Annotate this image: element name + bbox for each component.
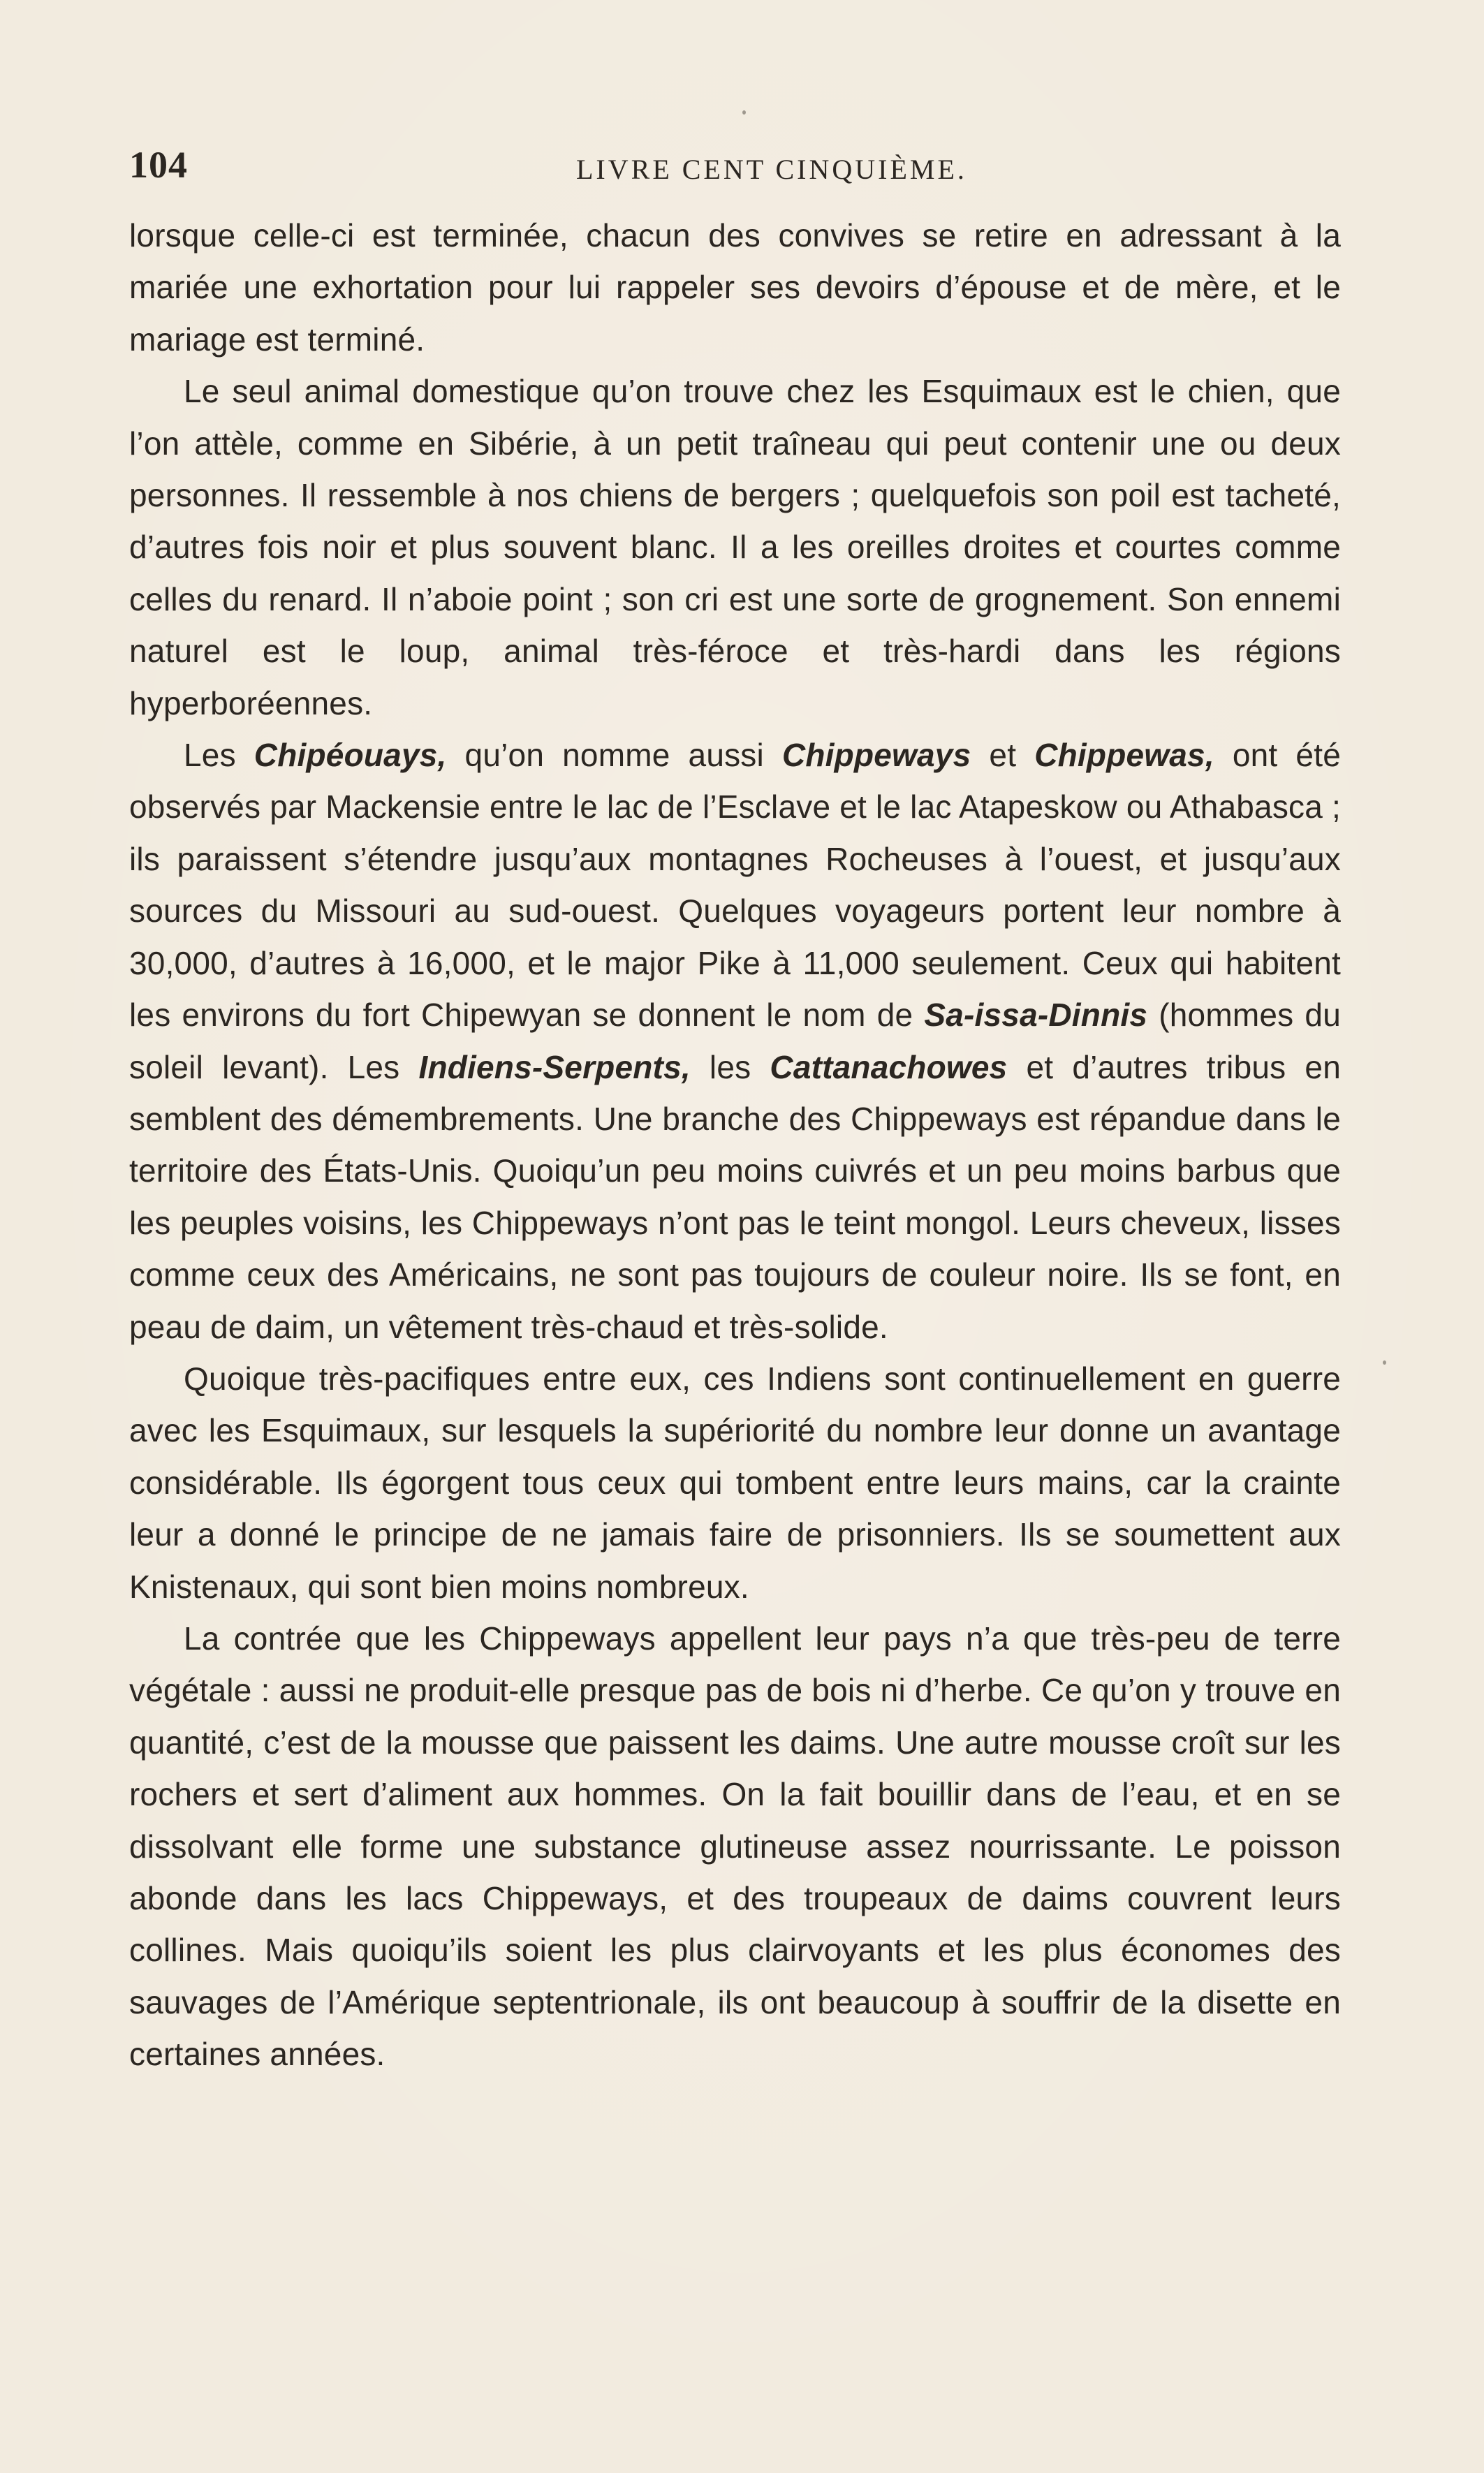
ink-speck bbox=[1383, 1360, 1386, 1365]
text-run: Les bbox=[184, 737, 254, 774]
paragraph bbox=[129, 729, 1341, 1353]
tribe-name: Chipéouays, bbox=[254, 737, 447, 774]
text-run: La contrée que les Chippeways appellent leur pays n’a que très-peu de terre végétale : aussi ne produit-elle presque pas de bois ni d’herbe. Ce qu’on y trouve en quantité, c’est de la mousse que paissent les daims. Une autre mousse croît sur les rochers et sert d’aliment aux hommes. On la fait bouillir dans de l’eau, et en se dissolvant elle forme une substance glutineuse assez nourrissante. Le poisson abonde dans les lacs Chippeways, et des troupeaux de daims couvrent leurs collines. Mais quoiqu’ils soient les plus clairvoyants et les plus économes des sauvages de l’Amérique septentrionale, ils ont beaucoup à souffrir de la disette en certaines années. bbox=[129, 1620, 1341, 2073]
page-number: 104 bbox=[129, 144, 188, 186]
page-header bbox=[129, 143, 1330, 192]
body-text bbox=[129, 210, 1341, 2081]
text-run: ont été observés par Mackensie entre le lac de l’Esclave et le lac Atapeskow ou Athabasca ; ils paraissent s’étendre jusqu’aux montagnes Rocheuses à l’ouest, et jusqu’aux sources du Missouri au sud-ouest. Quelques voyageurs portent leur nombre à 30,000, d’autres à 16,000, et le major Pike à 11,000 seulement. Ceux qui habitent les environs du fort Chipewyan se donnent le nom de bbox=[129, 737, 1341, 1034]
ink-speck bbox=[742, 110, 746, 115]
text-run: et d’autres tribus en semblent des démembrements. Une branche des Chippeways est répandue dans le territoire des États-Unis. Quoiqu’un peu moins cuivrés et un peu moins barbus que les peuples voisins, les Chippeways n’ont pas le teint mongol. Leurs cheveux, lisses comme ceux des Américains, ne sont pas toujours de couleur noire. Ils se font, en peau de daim, un vêtement très-chaud et très-solide. bbox=[129, 1048, 1341, 1345]
text-run: (hommes du soleil levant). Les bbox=[129, 997, 1341, 1085]
running-head: LIVRE CENT CINQUIÈME. bbox=[576, 154, 967, 185]
paragraph bbox=[129, 210, 1341, 365]
tribe-name: Indiens-Serpents, bbox=[418, 1048, 691, 1085]
tribe-name: Cattanachowes bbox=[770, 1048, 1008, 1085]
paragraph bbox=[129, 1613, 1341, 2081]
text-run: les bbox=[690, 1048, 770, 1085]
text-run: qu’on nomme aussi bbox=[446, 737, 782, 774]
paragraph bbox=[129, 365, 1341, 729]
tribe-name: Chippeways bbox=[781, 737, 971, 774]
text-run: Quoique très-pacifiques entre eux, ces Indiens sont continuellement en guerre avec les Esquimaux, sur lesquels la supériorité du nombre leur donne un avantage considérable. Ils égorgent tous ceux qui tombent entre leurs mains, car la crainte leur a donné le principe de ne jamais faire de prisonniers. Ils se soumettent aux Knistenaux, qui sont bien moins nombreux. bbox=[129, 1360, 1341, 1605]
text-run: Le seul animal domestique qu’on trouve chez les Esquimaux est le chien, que l’on attèle, comme en Sibérie, à un petit traîneau qui peut contenir une ou deux personnes. Il ressemble à nos chiens de bergers ; quelquefois son poil est tacheté, d’autres fois noir et plus souvent blanc. Il a les oreilles droites et courtes comme celles du renard. Il n’aboie point ; son cri est une sorte de grognement. Son ennemi naturel est le loup, animal très-féroce et très-hardi dans les régions hyperboréennes. bbox=[129, 373, 1341, 721]
text-run: lorsque celle-ci est terminée, chacun des convives se retire en adressant à la mariée une exhortation pour lui rappeler ses devoirs d’épouse et de mère, et le mariage est terminé. bbox=[129, 217, 1341, 358]
tribe-name: Sa-issa-Dinnis bbox=[924, 997, 1148, 1034]
text-run: et bbox=[971, 737, 1035, 774]
paragraph bbox=[129, 1353, 1341, 1613]
tribe-name: Chippewas, bbox=[1034, 737, 1214, 774]
